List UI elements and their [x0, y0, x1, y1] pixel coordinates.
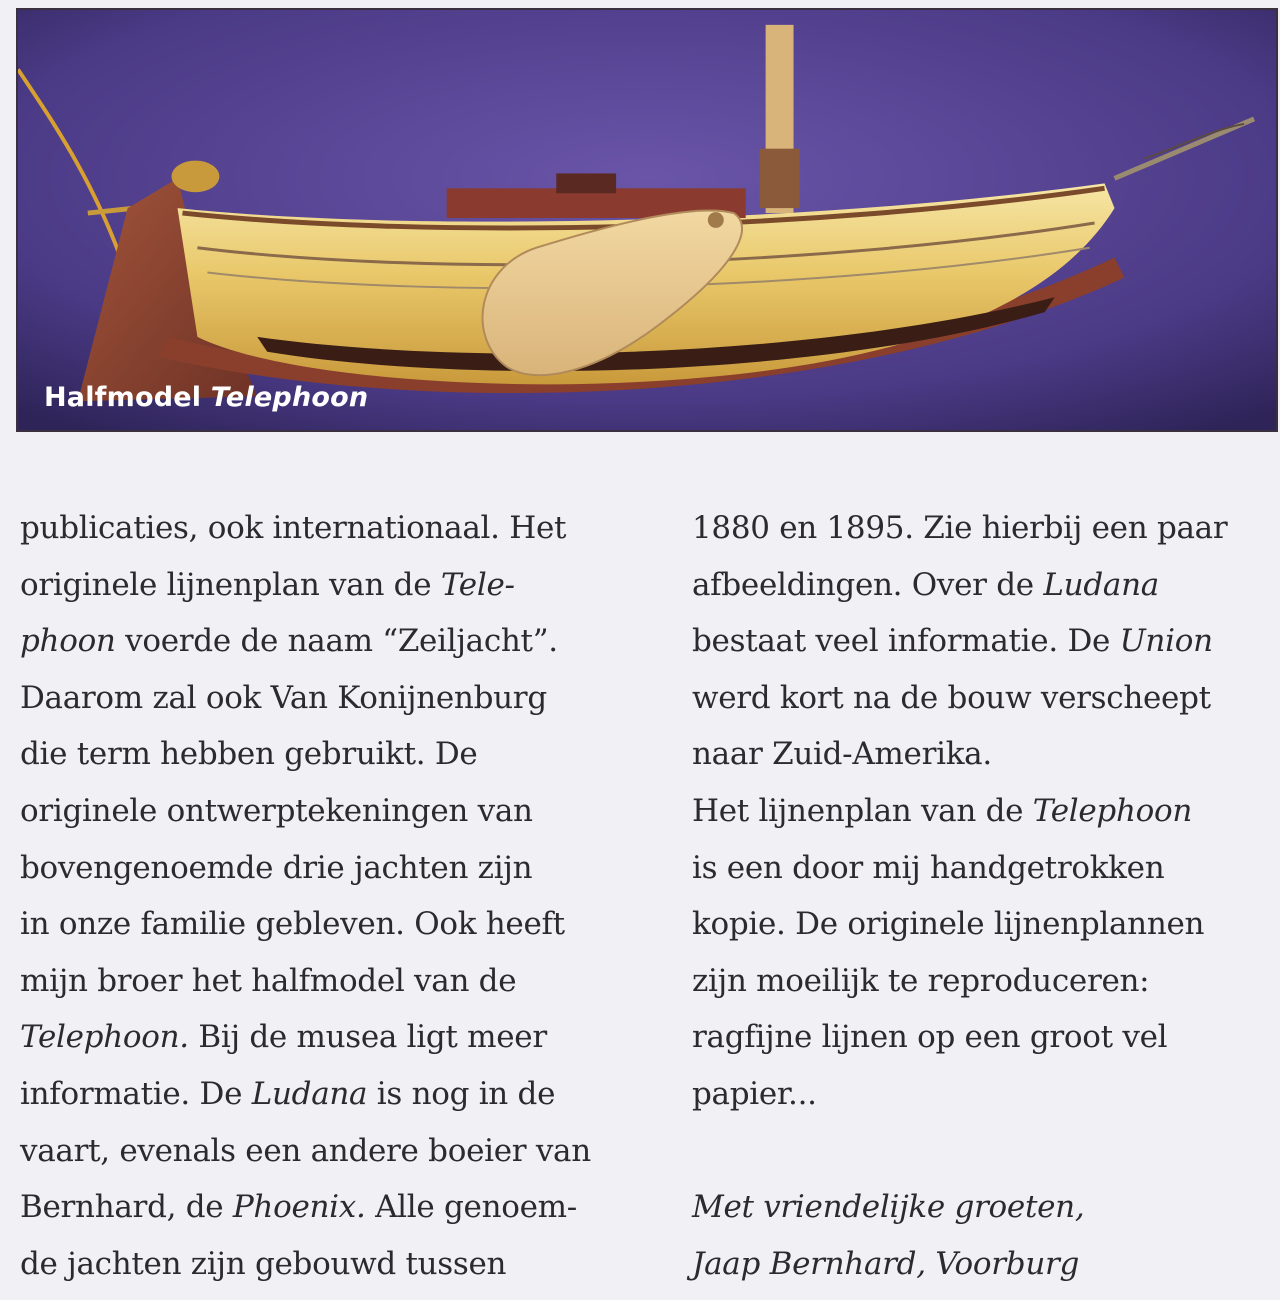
- text-line: [692, 557, 1277, 614]
- text-line: [20, 1179, 645, 1236]
- text-segment: in onze familie gebleven. Ook heeft: [20, 906, 565, 943]
- text-segment: zijn moeilijk te reproduceren:: [692, 962, 1150, 999]
- caption-italic: Telephoon: [210, 382, 369, 413]
- text-line: [692, 953, 1277, 1010]
- text-line: [20, 783, 645, 840]
- text-segment: Daarom zal ook Van Konijnenburg: [20, 679, 547, 716]
- italic-text: Union: [1119, 623, 1213, 660]
- left-text-column: [20, 500, 645, 1292]
- text-line: [20, 1236, 645, 1293]
- photo-caption: [44, 382, 368, 413]
- right-text-body: [692, 500, 1277, 1123]
- italic-text: phoon: [20, 623, 116, 660]
- italic-text: Ludana: [251, 1075, 368, 1112]
- text-segment: publicaties, ook internationaal. Het: [20, 510, 567, 546]
- half-model-photo: [16, 8, 1278, 432]
- text-line: [20, 953, 645, 1010]
- text-line: [20, 500, 645, 557]
- text-line: [20, 1009, 645, 1066]
- text-segment: kopie. De originele lijnenplannen: [692, 906, 1205, 943]
- text-segment: werd kort na de bouw verscheept: [692, 679, 1211, 716]
- text-line: [692, 840, 1277, 897]
- text-segment: papier...: [692, 1075, 817, 1112]
- text-line: [20, 1066, 645, 1123]
- text-segment: afbeeldingen. Over de: [692, 566, 1044, 603]
- text-line: [692, 670, 1277, 727]
- text-line: [20, 1123, 645, 1180]
- text-segment: de jachten zijn gebouwd tussen: [20, 1245, 507, 1282]
- text-segment: Het lijnenplan van de: [692, 792, 1033, 829]
- text-line: [20, 670, 645, 727]
- text-line: [692, 613, 1277, 670]
- text-line: [692, 783, 1277, 840]
- text-segment: is nog in de: [367, 1075, 556, 1112]
- text-segment: bovengenoemde drie jachten zijn: [20, 849, 533, 886]
- text-segment: 1880 en 1895. Zie hierbij een paar: [692, 510, 1228, 546]
- signature-name: Jaap Bernhard, Voorburg: [692, 1245, 1080, 1282]
- text-segment: is een door mij handgetrokken: [692, 849, 1165, 886]
- text-line: [692, 896, 1277, 953]
- italic-text: Telephoon: [1032, 792, 1193, 829]
- right-text-column: [692, 500, 1277, 1292]
- text-line: [20, 840, 645, 897]
- caption-plain: Halfmodel: [44, 382, 211, 413]
- text-segment: voerde de naam “Zeiljacht”.: [115, 623, 558, 660]
- text-line: [20, 896, 645, 953]
- spacer: [692, 1123, 1277, 1180]
- text-line: [692, 1066, 1277, 1123]
- text-segment: originele lijnenplan van de: [20, 566, 441, 603]
- text-segment: mijn broer het halfmodel van de: [20, 962, 517, 999]
- text-segment: originele ontwerptekeningen van: [20, 792, 533, 829]
- text-segment: Alle genoem-: [365, 1189, 577, 1226]
- text-line: [20, 613, 645, 670]
- signature-greeting: Met vriendelijke groeten,: [692, 1189, 1085, 1226]
- text-segment: die term hebben gebruikt. De: [20, 736, 478, 773]
- text-line: [20, 557, 645, 614]
- text-segment: informatie. De: [20, 1075, 252, 1112]
- text-segment: Bernhard, de: [20, 1189, 233, 1226]
- text-segment: naar Zuid-Amerika.: [692, 736, 992, 773]
- text-line: [692, 500, 1277, 557]
- text-segment: Bij de musea ligt meer: [188, 1019, 547, 1056]
- text-segment: bestaat veel informatie. De: [692, 623, 1120, 660]
- italic-text: Ludana: [1043, 566, 1159, 603]
- half-model-boat-image: [18, 10, 1276, 430]
- text-line: [692, 1009, 1277, 1066]
- italic-text: Telephoon.: [20, 1019, 189, 1056]
- italic-text: Tele-: [440, 566, 515, 603]
- text-segment: ragfijne lijnen op een groot vel: [692, 1019, 1168, 1056]
- text-line: [692, 726, 1277, 783]
- text-line: [20, 726, 645, 783]
- text-segment: vaart, evenals een andere boeier van: [20, 1132, 591, 1169]
- italic-text: Phoenix.: [232, 1189, 366, 1226]
